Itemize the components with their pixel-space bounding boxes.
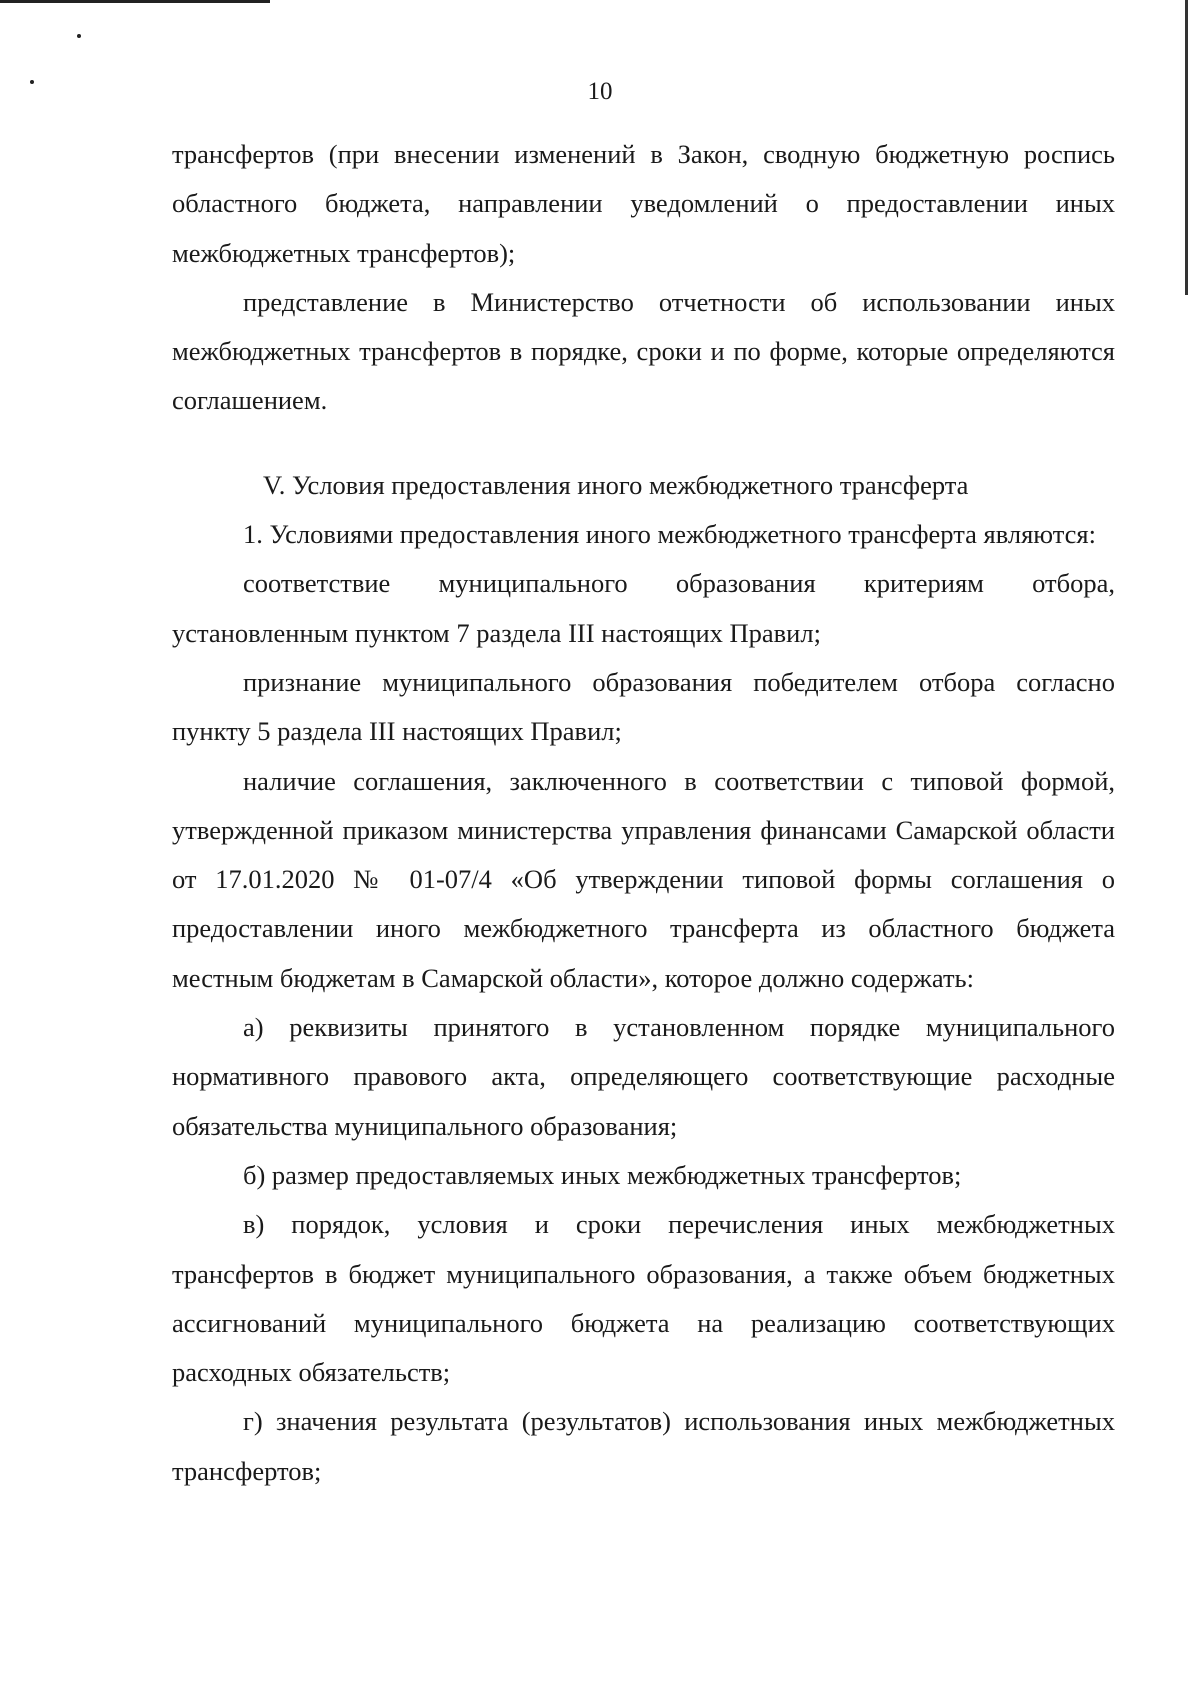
paragraph-item-v: в) порядок, условия и сроки перечисления иных межбюджетных трансфертов в бюджет муниципального образования, а также объем бюджетных ассигнований муниципального бюджета на реализацию соответствующих расходных обязательств; [172,1209,1115,1388]
paragraph-criteria: соответствие муниципального образования критериям отбора, установленным пунктом 7 раздела III настоящих Правил; [172,568,1115,648]
document-body [172,130,1115,1496]
paragraph-winner: признание муниципального образования победителем отбора согласно пункту 5 раздела III настоящих Правил; [172,666,1115,747]
scan-edge-top [0,0,270,3]
paragraph-conditions-intro: 1. Условиями предоставления иного межбюджетного трансферта являются: [243,519,1096,550]
page-number: 10 [587,78,613,105]
paragraph-agreement: наличие соглашения, заключенного в соответствии с типовой формой, утвержденной приказом министерства управления финансами Самарской области от 17.01.2020 № 01-07/4 «Об утверждении типовой формы соглашения о предоставлении иного межбюджетного трансферта из областного бюджета местным бюджетам в Самарской области», которое должно содержать: [172,765,1115,993]
section-gap [172,426,1115,461]
paragraph-item-a: а) реквизиты принятого в установленном порядке муниципального нормативного правового акта, определяющего соответствующие расходные обязательства муниципального образования; [172,1012,1115,1141]
paragraph-reporting: представление в Министерство отчетности об использовании иных межбюджетных трансфертов в порядке, сроки и по форме, которые определяются соглашением. [172,286,1115,416]
paragraph-item-g: г) значения результата (результатов) использования иных межбюджетных трансфертов; [172,1406,1115,1486]
scan-speck [77,34,81,38]
scan-edge-right [1185,0,1188,295]
section-heading: V. Условия предоставления иного межбюджетного трансферта [263,469,969,500]
paragraph-item-b: б) размер предоставляемых иных межбюджетных трансфертов; [243,1159,962,1190]
paragraph-transfers-continuation: трансфертов (при внесении изменений в Закон, сводную бюджетную роспись областного бюджета, направлении уведомлений о предоставлении иных межбюджетных трансфертов); [172,139,1115,268]
